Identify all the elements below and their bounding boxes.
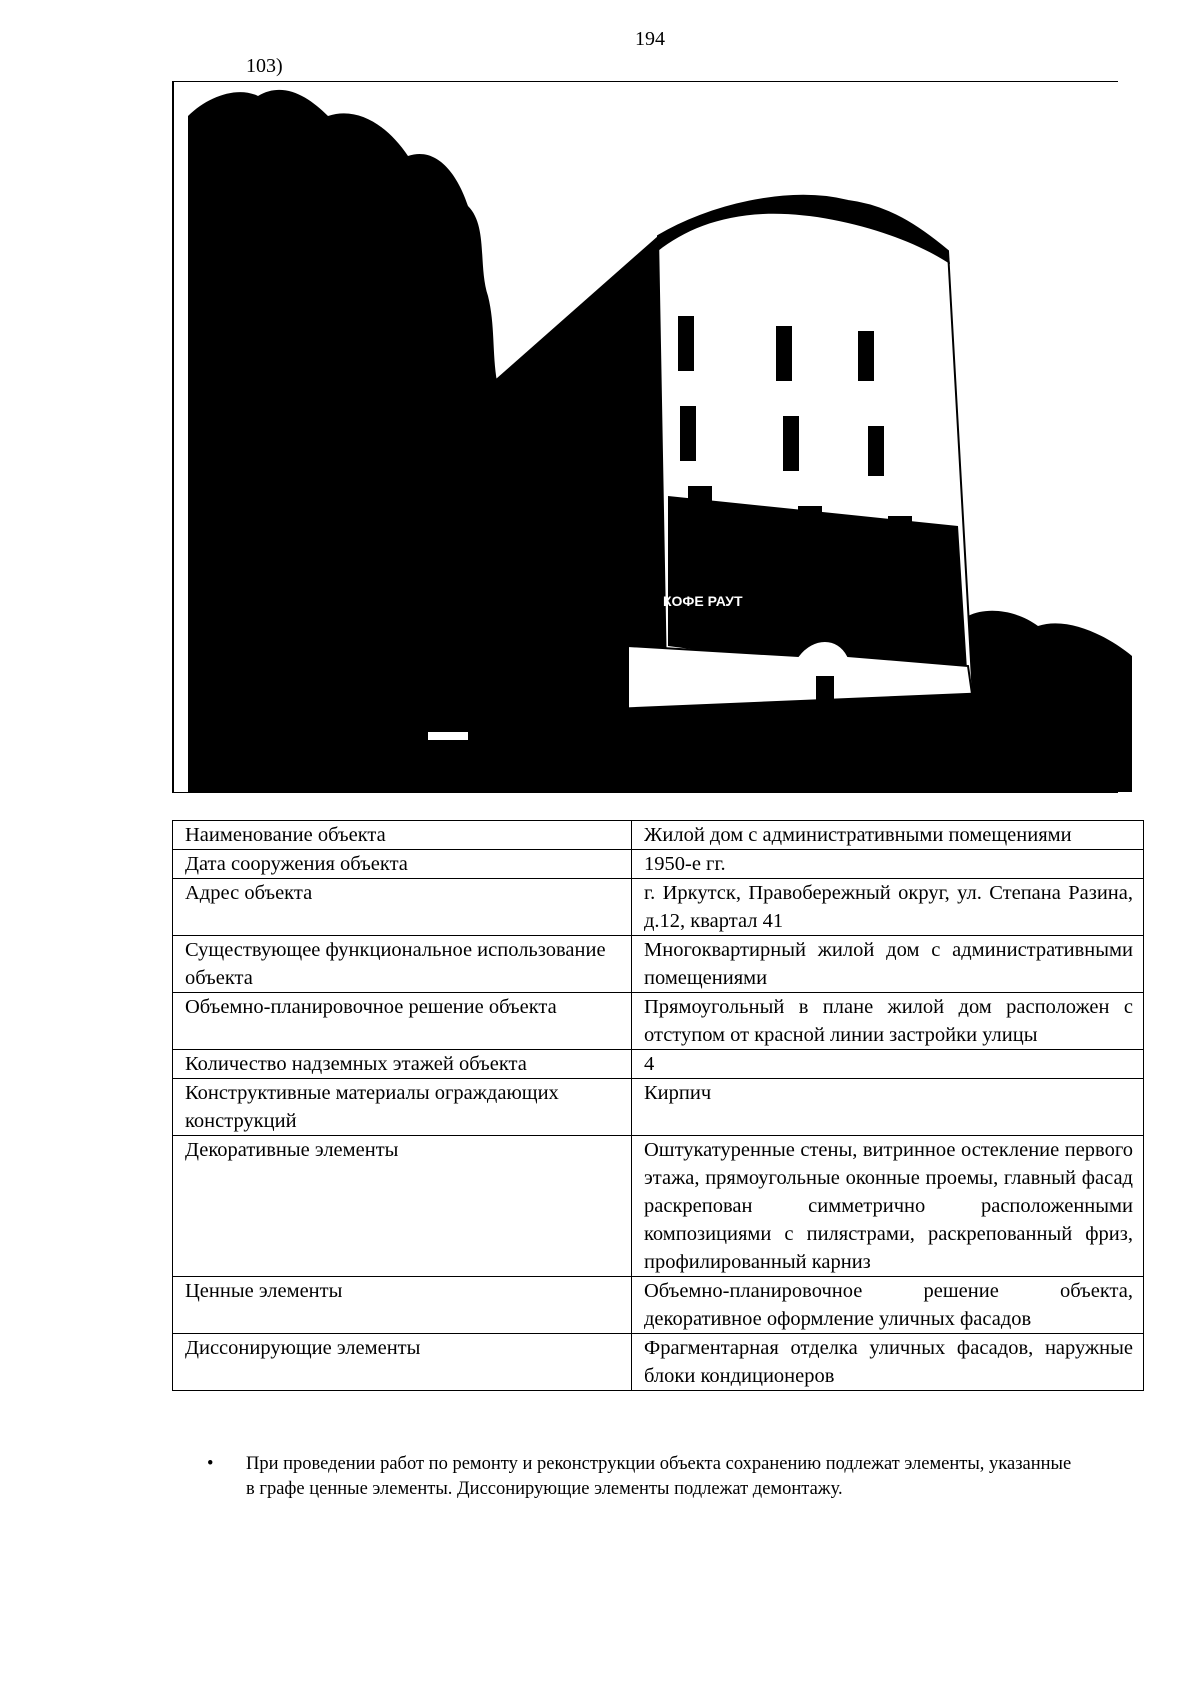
- row-value: Многоквартирный жилой дом с административными помещениями: [632, 936, 1144, 993]
- table-row: [173, 993, 1144, 1050]
- row-label: Дата сооружения объекта: [173, 850, 632, 879]
- table-row: [173, 1334, 1144, 1391]
- row-label: Конструктивные материалы ограждающих конструкций: [173, 1079, 632, 1136]
- page-number: 194: [635, 28, 665, 50]
- table-row: [173, 1277, 1144, 1334]
- row-label: Декоративные элементы: [173, 1136, 632, 1277]
- object-number: 103): [246, 55, 283, 77]
- row-label: Объемно-планировочное решение объекта: [173, 993, 632, 1050]
- row-label: Диссонирующие элементы: [173, 1334, 632, 1391]
- row-label: Количество надземных этажей объекта: [173, 1050, 632, 1079]
- row-label: Адрес объекта: [173, 879, 632, 936]
- row-value: 4: [632, 1050, 1144, 1079]
- table-row: [173, 1136, 1144, 1277]
- row-value: 1950-е гг.: [632, 850, 1144, 879]
- row-value: г. Иркутск, Правобережный округ, ул. Степана Разина, д.12, квартал 41: [632, 879, 1144, 936]
- row-value: Объемно-планировочное решение объекта, декоративное оформление уличных фасадов: [632, 1277, 1144, 1334]
- row-value: Оштукатуренные стены, витринное остекление первого этажа, прямоугольные оконные проемы, главный фасад раскрепован симметрично расположенными композициями с пилястрами, раскрепованный фриз, профилированный карниз: [632, 1136, 1144, 1277]
- table-row: [173, 879, 1144, 936]
- row-label: Ценные элементы: [173, 1277, 632, 1334]
- row-label: Наименование объекта: [173, 821, 632, 850]
- row-value: Фрагментарная отделка уличных фасадов, наружные блоки кондиционеров: [632, 1334, 1144, 1391]
- table-row: [173, 1079, 1144, 1136]
- table-row: [173, 821, 1144, 850]
- table-row: [173, 936, 1144, 993]
- building-photo: [172, 81, 1118, 793]
- object-info-table: [172, 820, 1144, 1391]
- row-value: Прямоугольный в плане жилой дом расположен с отступом от красной линии застройки улицы: [632, 993, 1144, 1050]
- table-row: [173, 850, 1144, 879]
- bullet-icon: •: [207, 1454, 214, 1474]
- table-row: [173, 1050, 1144, 1079]
- note-text: При проведении работ по ремонту и реконструкции объекта сохранению подлежат элементы, указанные в графе ценные элементы. Диссонирующие элементы подлежат демонтажу.: [246, 1454, 1072, 1499]
- preservation-note: [200, 1452, 1080, 1502]
- row-label: Существующее функциональное использование объекта: [173, 936, 632, 993]
- row-value: Кирпич: [632, 1079, 1144, 1136]
- row-value: Жилой дом с административными помещениями: [632, 821, 1144, 850]
- shop-sign: КОФЕ РАУТ: [663, 593, 743, 609]
